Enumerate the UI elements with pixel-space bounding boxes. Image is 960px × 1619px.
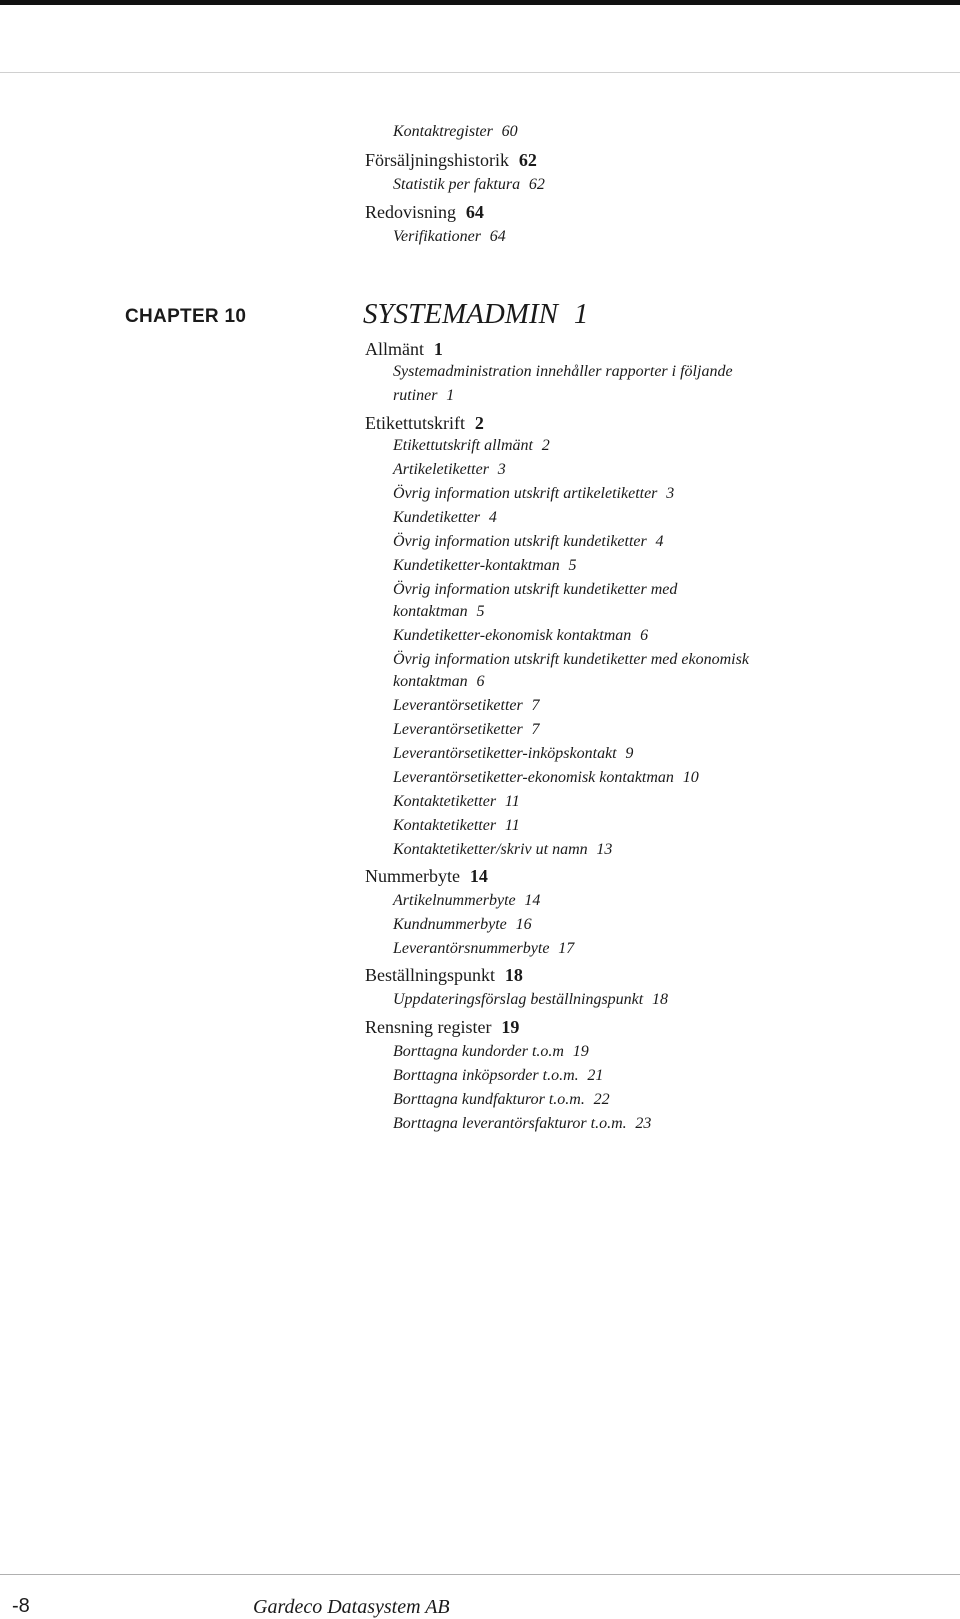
toc-entry-title: Leverantörsetiketter-inköpskontakt [393, 745, 617, 762]
toc-heading-entry [365, 203, 484, 221]
toc-entry-title: Rensning register [365, 1017, 492, 1037]
toc-entry-title: Övrig information utskrift kundetiketter [393, 533, 647, 550]
toc-entry-title: Borttagna leverantörsfakturor t.o.m. [393, 1115, 627, 1132]
toc-entry-page: 21 [587, 1067, 604, 1084]
toc-heading-entry [365, 1018, 519, 1036]
toc-entry-page: 19 [501, 1017, 520, 1037]
toc-entry-page: 4 [488, 509, 497, 526]
toc-entry-page: 3 [666, 485, 675, 502]
toc-entry-title: Borttagna kundorder t.o.m [393, 1043, 564, 1060]
toc-entry-page: 60 [501, 123, 518, 140]
toc-subentry [393, 462, 506, 478]
toc-entry-page: 2 [541, 437, 550, 454]
toc-entry-title: Kundetiketter [393, 509, 481, 526]
toc-subentry [393, 917, 532, 933]
toc-subentry [393, 628, 648, 644]
toc-heading-entry [365, 340, 443, 358]
toc-subentry [393, 674, 484, 690]
toc-heading-entry [365, 151, 537, 169]
toc-entry-page: 1 [446, 387, 455, 404]
toc-subentry [393, 842, 612, 858]
toc-subentry [393, 893, 540, 909]
toc-entry-title: Kundnummerbyte [393, 916, 507, 933]
toc-entry-title: Artikeletiketter [393, 461, 489, 478]
toc-entry-title: Statistik per faktura [393, 176, 521, 193]
toc-entry-title: Övrig information utskrift kundetiketter med ekonomisk [393, 651, 749, 668]
toc-entry-page: 13 [596, 841, 613, 858]
toc-entry-page: 7 [531, 697, 540, 714]
toc-entry-page: 5 [476, 603, 485, 620]
toc-subentry [393, 388, 454, 404]
toc-heading-entry [365, 414, 484, 432]
toc-entry-page: 17 [558, 940, 575, 957]
toc-entry-title: Etikettutskrift [365, 413, 465, 433]
toc-entry-page: 62 [518, 150, 537, 170]
toc-entry-page: 2 [474, 413, 484, 433]
toc-entry-page: 14 [469, 866, 488, 886]
toc-entry-title: Artikelnummerbyte [393, 892, 516, 909]
toc-subentry [393, 794, 520, 810]
toc-subentry [393, 698, 540, 714]
toc-subentry [393, 1092, 610, 1108]
chapter-title-page: 1 [573, 298, 589, 330]
toc-subentry [393, 722, 540, 738]
toc-entry-page: 9 [625, 745, 634, 762]
toc-subentry [393, 177, 545, 193]
toc-entry-title: Övrig information utskrift artikeletiketter [393, 485, 658, 502]
toc-entry-title: Borttagna inköpsorder t.o.m. [393, 1067, 579, 1084]
toc-subentry [393, 510, 497, 526]
toc-entry-page: 10 [682, 769, 699, 786]
toc-subentry [393, 992, 668, 1008]
toc-entry-title: Verifikationer [393, 228, 481, 245]
toc-entry-title: Kontaktregister [393, 123, 493, 140]
toc-entry-page: 3 [497, 461, 506, 478]
toc-subentry [393, 770, 699, 786]
toc-entry-title: kontaktman [393, 673, 468, 690]
header-divider [0, 72, 960, 73]
toc-entry-page: 64 [489, 228, 506, 245]
toc-entry-page: 6 [640, 627, 649, 644]
top-rule [0, 0, 960, 5]
toc-entry-title: Systemadministration innehåller rapporter i följande [393, 363, 733, 380]
toc-entry-page: 62 [528, 176, 545, 193]
toc-entry-page: 16 [515, 916, 532, 933]
chapter-title-text: SYSTEMADMIN [363, 298, 558, 330]
toc-entry-page: 7 [531, 721, 540, 738]
toc-subentry [393, 364, 733, 380]
toc-entry-title: rutiner [393, 387, 438, 404]
toc-entry-title: Leverantörsetiketter-ekonomisk kontaktman [393, 769, 674, 786]
toc-subentry [393, 941, 574, 957]
toc-entry-title: Kontaktetiketter/skriv ut namn [393, 841, 588, 858]
footer-divider [0, 1574, 960, 1575]
toc-entry-page: 23 [635, 1115, 652, 1132]
toc-entry-page: 18 [504, 965, 523, 985]
toc-entry-page: 19 [572, 1043, 589, 1060]
toc-entry-title: Leverantörsnummerbyte [393, 940, 550, 957]
toc-entry-page: 14 [524, 892, 541, 909]
toc-entry-title: Kundetiketter-ekonomisk kontaktman [393, 627, 632, 644]
toc-entry-page: 1 [433, 339, 443, 359]
toc-entry-title: Försäljningshistorik [365, 150, 510, 170]
chapter-title [363, 298, 588, 331]
toc-subentry [393, 558, 577, 574]
toc-entry-title: Uppdateringsförslag beställningspunkt [393, 991, 644, 1008]
toc-subentry [393, 1044, 589, 1060]
toc-entry-page: 5 [568, 557, 577, 574]
toc-subentry [393, 486, 674, 502]
toc-entry-title: Kontaktetiketter [393, 817, 497, 834]
footer-company: Gardeco Datasystem AB [253, 1596, 450, 1618]
toc-subentry [393, 746, 633, 762]
toc-entry-page: 18 [652, 991, 669, 1008]
toc-entry-title: Redovisning [365, 202, 457, 222]
toc-entry-page: 11 [504, 817, 520, 834]
toc-entry-title: Allmänt [365, 339, 424, 359]
toc-entry-page: 6 [476, 673, 485, 690]
toc-entry-page: 11 [504, 793, 520, 810]
toc-entry-title: Leverantörsetiketter [393, 697, 523, 714]
toc-entry-page: 4 [655, 533, 664, 550]
toc-subentry [393, 1116, 651, 1132]
toc-subentry [393, 124, 518, 140]
toc-entry-title: kontaktman [393, 603, 468, 620]
toc-entry-title: Kontaktetiketter [393, 793, 497, 810]
toc-subentry [393, 652, 749, 668]
toc-subentry [393, 582, 677, 598]
toc-entry-page: 22 [593, 1091, 610, 1108]
toc-subentry [393, 1068, 603, 1084]
toc-heading-entry [365, 867, 488, 885]
toc-heading-entry [365, 966, 523, 984]
toc-subentry [393, 229, 506, 245]
toc-entry-title: Övrig information utskrift kundetiketter med [393, 581, 678, 598]
toc-subentry [393, 604, 484, 620]
toc-entry-page: 64 [465, 202, 484, 222]
toc-subentry [393, 534, 664, 550]
chapter-label: CHAPTER 10 [125, 306, 247, 327]
footer-page-number: -8 [12, 1595, 30, 1617]
toc-entry-title: Nummerbyte [365, 866, 460, 886]
toc-subentry [393, 818, 520, 834]
toc-subentry [393, 438, 550, 454]
toc-entry-title: Etikettutskrift allmänt [393, 437, 533, 454]
toc-entry-title: Beställningspunkt [365, 965, 495, 985]
toc-entry-title: Leverantörsetiketter [393, 721, 523, 738]
toc-entry-title: Borttagna kundfakturor t.o.m. [393, 1091, 585, 1108]
toc-entry-title: Kundetiketter-kontaktman [393, 557, 560, 574]
